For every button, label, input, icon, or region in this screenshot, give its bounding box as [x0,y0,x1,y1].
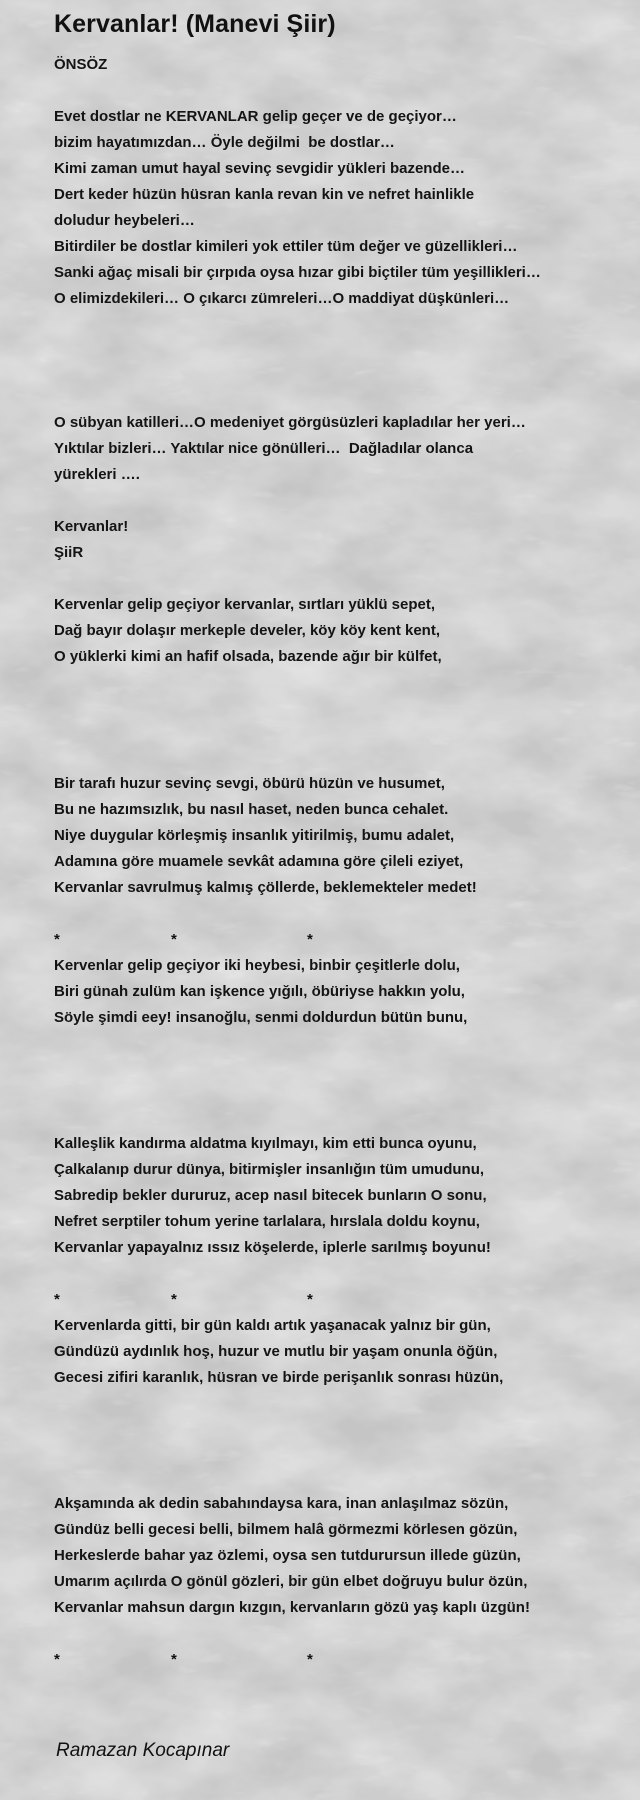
poem-line: Kalleşlik kandırma aldatma kıyılmayı, kim etti bunca oyunu, [54,1135,477,1152]
poem-line: Kervenlar gelip geçiyor kervanlar, sırtları yüklü sepet, [54,596,436,613]
poem-line: Çalkalanıp durur dünya, bitirmişler insanlığın tüm umudunu, [54,1161,485,1178]
star: * [171,1291,177,1308]
poem-line: Nefret serptiler tohum yerine tarlalara, hırslala doldu koynu, [54,1213,480,1230]
star-separator [54,1647,634,1673]
poem-line: O yüklerki kimi an hafif olsada, bazende ağır bir külfet, [54,648,442,665]
star: * [307,1291,313,1308]
poem-line: Bu ne hazımsızlık, bu nasıl haset, neden bunca cehalet. [54,801,449,818]
star: * [54,931,60,948]
poem-line: Evet dostlar ne KERVANLAR gelip geçer ve de geçiyor… [54,108,457,125]
poem-line: Kervanlar yapayalnız ıssız köşelerde, iplerle sarılmış boyunu! [54,1239,491,1256]
star: * [54,1651,60,1668]
poem-line: Kervenlar gelip geçiyor iki heybesi, binbir çeşitlerle dolu, [54,957,460,974]
poem-line: O sübyan katilleri…O medeniyet görgüsüzleri kapladılar her yeri… [54,414,526,431]
stanza-section [54,1491,634,1673]
star: * [171,931,177,948]
poem-line: Söyle şimdi eey! insanoğlu, senmi doldurdun bütün bunu, [54,1009,468,1026]
poem-line: Herkeslerde bahar yaz özlemi, oysa sen tutdurursun illede güzün, [54,1547,521,1564]
poem-line: Kervanlar mahsun dargın kızgın, kervanların gözü yaş kaplı üzgün! [54,1599,530,1616]
star: * [54,1291,60,1308]
preface-label: ÖNSÖZ [54,56,108,73]
poem-line: Gecesi zifiri karanlık, hüsran ve birde perişanlık sonrası hüzün, [54,1369,504,1386]
poem-line: Gündüzü aydınlık hoş, huzur ve mutlu bir yaşam onunla öğün, [54,1343,498,1360]
stanza-section [54,1131,634,1391]
poem-line: Dağ bayır dolaşır merkeple develer, köy köy kent kent, [54,622,441,639]
poem-line: bizim hayatımızdan… Öyle değilmi be dostlar… [54,134,395,151]
poem-line: Sabredip bekler dururuz, acep nasıl bitecek bunların O sonu, [54,1187,487,1204]
stanza-section [54,410,634,670]
poem-line: Kervanlar! [54,518,129,535]
poem-line: Yıktılar bizleri… Yaktılar nice gönülleri… Dağladılar olanca [54,440,474,457]
star-separator [54,927,634,953]
poem-line: Bitirdiler be dostlar kimileri yok ettiler tüm değer ve güzellikleri… [54,238,518,255]
poem-line: ŞiiR [54,544,84,561]
poem-line: Sanki ağaç misali bir çırpıda oysa hızar gibi biçtiler tüm yeşillikleri… [54,264,541,281]
poem-line: Akşamında ak dedin sabahındaysa kara, inan anlaşılmaz sözün, [54,1495,509,1512]
star: * [171,1651,177,1668]
poem-line: Bir tarafı huzur sevinç sevgi, öbürü hüzün ve husumet, [54,775,445,792]
poem-line: Dert keder hüzün hüsran kanla revan kin ve nefret hainlikle [54,186,475,203]
poem-line: Gündüz belli gecesi belli, bilmem halâ görmezmi körlesen gözün, [54,1521,518,1538]
poem-line: Adamına göre muamele sevkât adamına göre çileli eziyet, [54,853,464,870]
poem-line: O elimizdekileri… O çıkarcı zümreleri…O maddiyat düşkünleri… [54,290,510,307]
poem-line: Kervanlar savrulmuş kalmış çöllerde, beklemekteler medet! [54,879,477,896]
poem-title: Kervanlar! (Manevi Şiir) [54,10,336,38]
star: * [307,1651,313,1668]
poem-line: Niye duygular körleşmiş insanlık yitirilmiş, bumu adalet, [54,827,455,844]
star-separator [54,1287,634,1313]
poem-line: Kervenlarda gitti, bir gün kaldı artık yaşanacak yalnız bir gün, [54,1317,491,1334]
poem-line: Umarım açılırda O gönül gözleri, bir gün elbet doğruyu bulur özün, [54,1573,528,1590]
author-name: Ramazan Kocapınar [56,1740,230,1761]
poem-line: Biri günah zulüm kan işkence yığılı, öbüriyse hakkın yolu, [54,983,465,1000]
star: * [307,931,313,948]
preface-section [54,52,634,312]
stanza-section [54,771,634,1031]
poem-line: yürekleri …. [54,466,140,483]
poem-line: doludur heybeleri… [54,212,195,229]
poem-line: Kimi zaman umut hayal sevinç sevgidir yükleri bazende… [54,160,465,177]
